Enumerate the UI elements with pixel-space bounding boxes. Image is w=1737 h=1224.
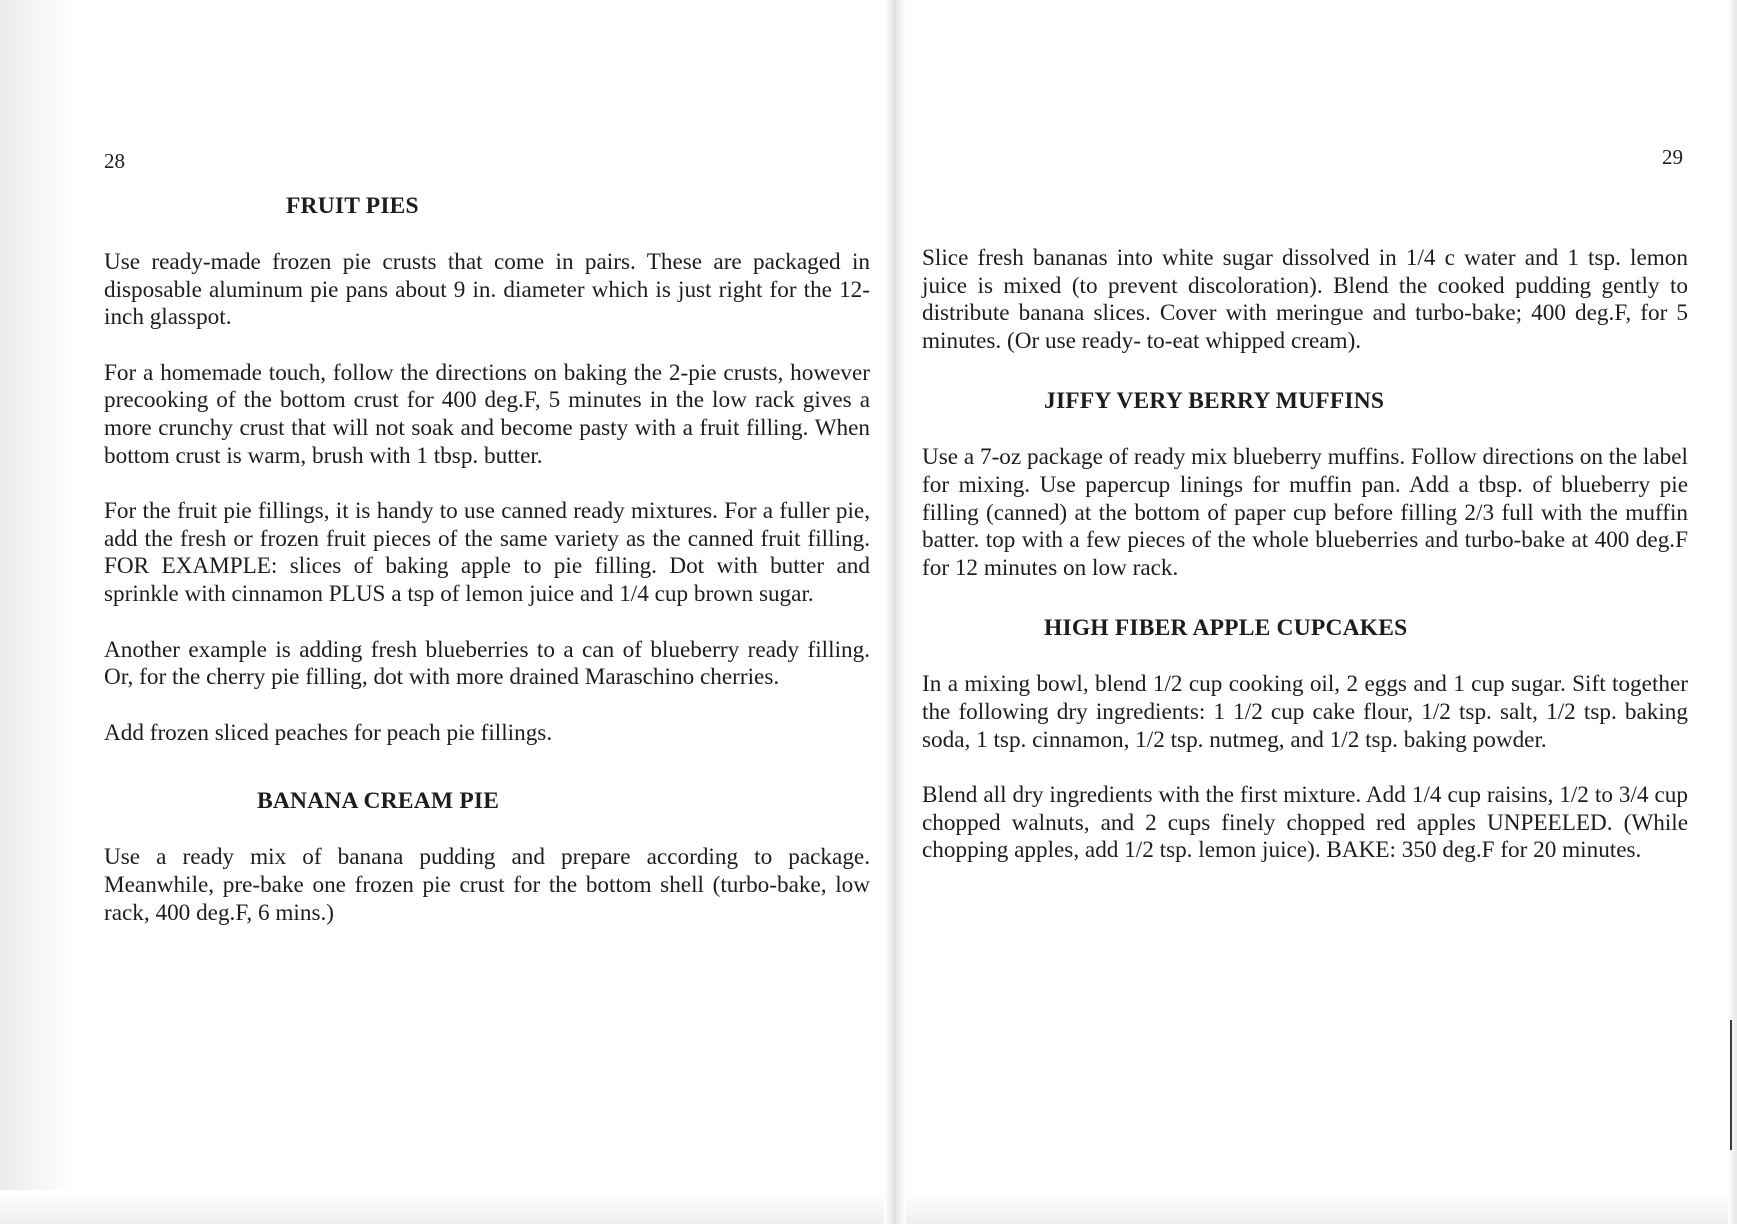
scan-shadow-bottom	[0, 1190, 1737, 1224]
paragraph-fruit-pies-3: For the fruit pie fillings, it is handy to use canned ready mixtures. For a fuller pie, add the fresh or frozen fruit pieces of the same variety as the canned fruit filling. FOR EXAMPLE: slices of baking apple to pie filling. Dot with butter and sprinkle with cinnamon PLUS a tsp of lemon juice and 1/4 cup brown sugar.	[104, 498, 870, 607]
paragraph-fruit-pies-1: Use ready-made frozen pie crusts that come in pairs. These are packaged in disposable aluminum pie pans about 9 in. diameter which is just right for the 12-inch glasspot.	[104, 249, 870, 331]
paragraph-banana-continuation: Slice fresh bananas into white sugar dissolved in 1/4 c water and 1 tsp. lemon juice is mixed (to prevent discoloration). Blend the cooked pudding gently to distribute banana slices. Cover with meringue and turbo-bake; 400 deg.F, for 5 minutes. (Or use ready- to-eat whipped cream).	[922, 245, 1688, 354]
paragraph-fruit-pies-5: Add frozen sliced peaches for peach pie fillings.	[104, 719, 553, 746]
paragraph-banana-cream-pie-1: Use a ready mix of banana pudding and prepare according to package. Meanwhile, pre-bake one frozen pie crust for the bottom shell (turbo-bake, low rack, 400 deg.F, 6 mins.)	[104, 844, 870, 926]
heading-jiffy-muffins: JIFFY VERY BERRY MUFFINS	[1044, 388, 1385, 415]
paragraph-apple-cupcakes-2: Blend all dry ingredients with the first mixture. Add 1/4 cup raisins, 1/2 to 3/4 cup chopped walnuts, and 2 cups finely chopped red apples UNPEELED. (While chopping apples, add 1/2 tsp. lemon juice). BAKE: 350 deg.F for 20 minutes.	[922, 782, 1688, 864]
heading-fruit-pies: FRUIT PIES	[286, 193, 419, 219]
paragraph-fruit-pies-4: Another example is adding fresh blueberries to a can of blueberry ready filling. Or, for the cherry pie filling, dot with more drained Maraschino cherries.	[104, 636, 870, 691]
page-number-left: 28	[104, 149, 125, 173]
paragraph-apple-cupcakes-1: In a mixing bowl, blend 1/2 cup cooking oil, 2 eggs and 1 cup sugar. Sift together the following dry ingredients: 1 1/2 cup cake flour, 1/2 tsp. salt, 1/2 tsp. baking soda, 1 tsp. cinnamon, 1/2 tsp. nutmeg, and 1/2 tsp. baking powder.	[922, 671, 1688, 753]
left-page-column	[104, 192, 870, 955]
page-number-right: 29	[1662, 145, 1683, 169]
book-gutter	[884, 0, 906, 1224]
heading-apple-cupcakes: HIGH FIBER APPLE CUPCAKES	[1044, 615, 1408, 642]
page-edge-line	[1730, 1020, 1732, 1150]
paragraph-fruit-pies-2: For a homemade touch, follow the directions on baking the 2-pie crusts, however precooking of the bottom crust for 400 deg.F, 5 minutes in the low rack gives a more crunchy crust that will not soak and become pasty with a fruit filling. When bottom crust is warm, brush with 1 tbsp. butter.	[104, 359, 870, 469]
paragraph-jiffy-muffins-1: Use a 7-oz package of ready mix blueberry muffins. Follow directions on the label for mixing. Use papercup linings for muffin pan. Add a tbsp. of blueberry pie filling (canned) at the bottom of paper cup before filling 2/3 full with the muffin batter. top with a few pieces of the whole blueberries and turbo-bake at 400 deg.F for 12 minutes on low rack.	[922, 444, 1688, 581]
scan-shadow-left	[0, 0, 78, 1224]
heading-banana-cream-pie: BANANA CREAM PIE	[257, 788, 500, 815]
right-page-column	[922, 245, 1688, 893]
